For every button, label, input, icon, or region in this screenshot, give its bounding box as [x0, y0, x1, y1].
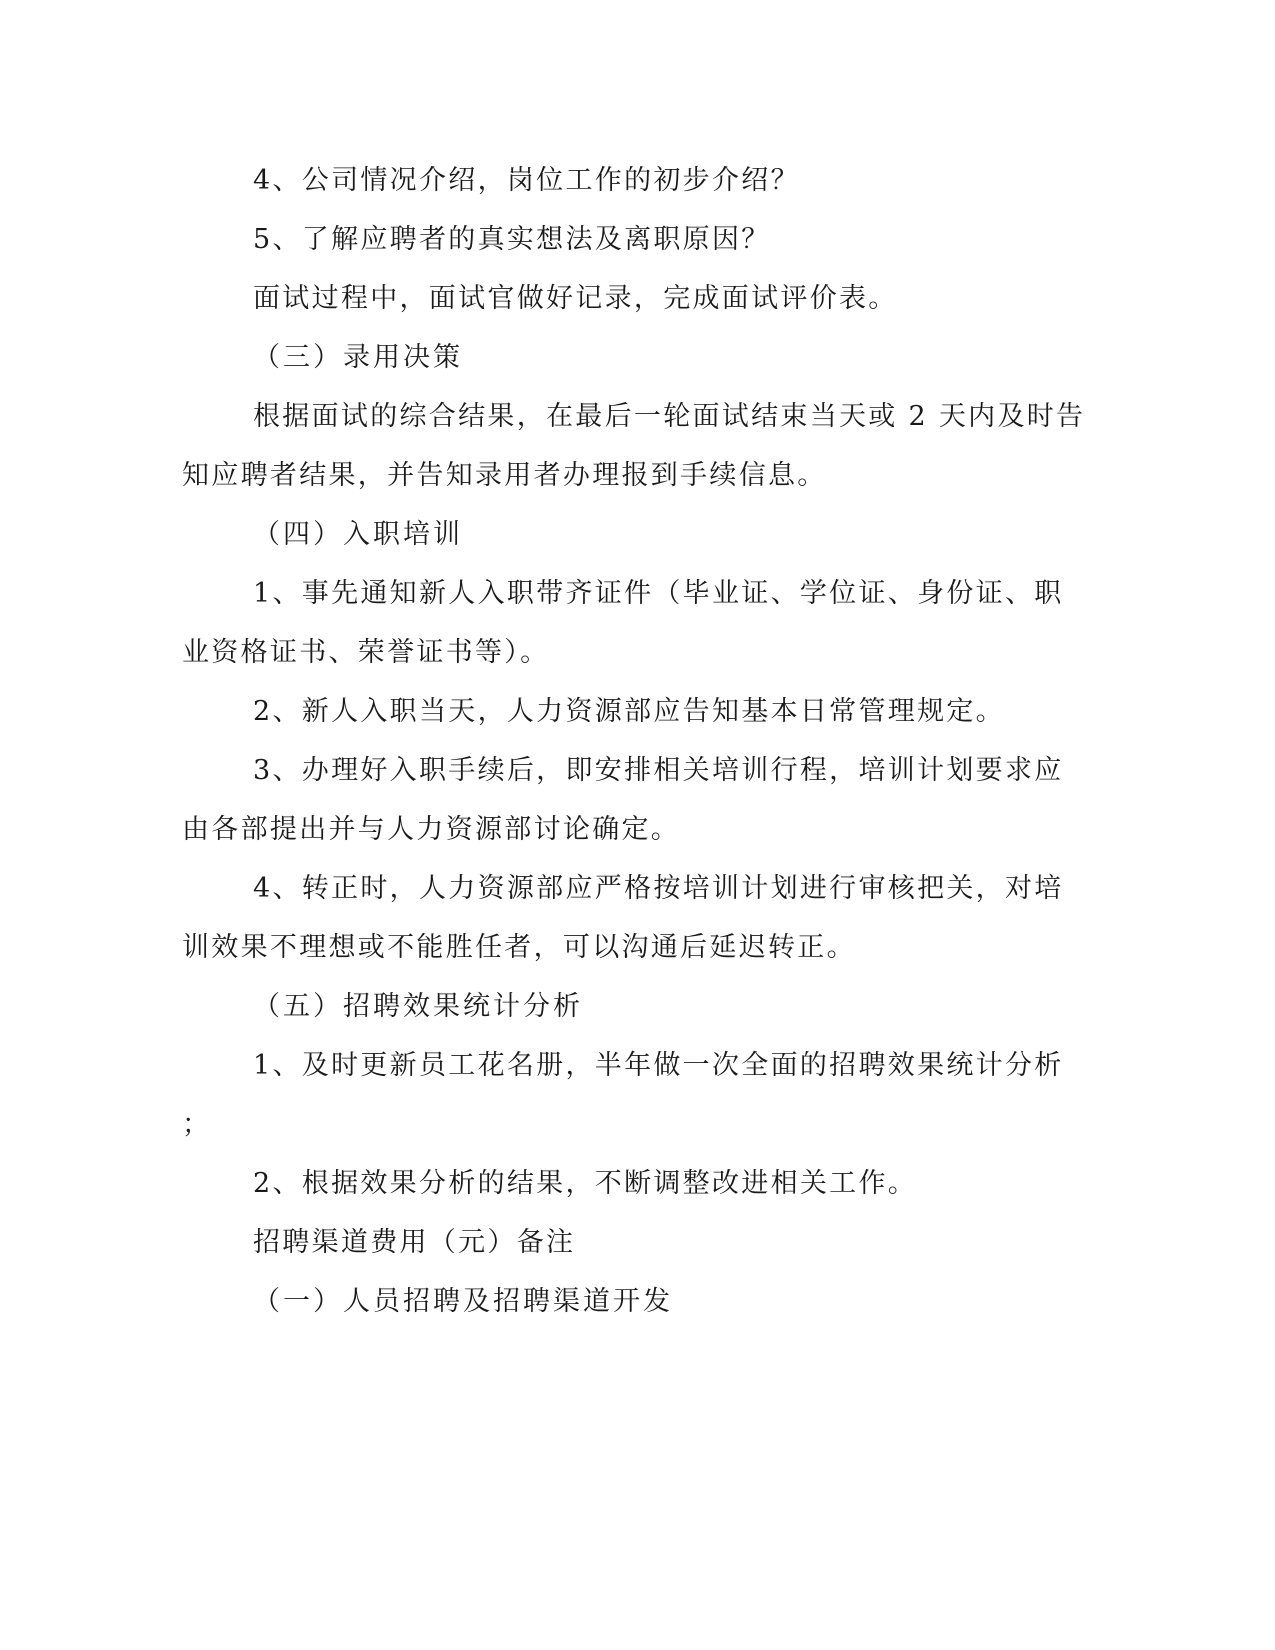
paragraph-line: 由各部提出并与人力资源部讨论确定。 — [182, 814, 681, 845]
paragraph-line: 训效果不理想或不能胜任者，可以沟通后延迟转正。 — [182, 932, 856, 963]
section-heading: （三）录用决策 — [253, 342, 463, 373]
paragraph-line: 3、办理好入职手续后，即安排相关培训行程，培训计划要求应 — [253, 755, 1064, 786]
section-heading: （四）入职培训 — [253, 519, 463, 550]
paragraph-line: 知应聘者结果，并告知录用者办理报到手续信息。 — [182, 460, 827, 491]
paragraph-line: ； — [182, 1109, 212, 1140]
paragraph-line: 招聘渠道费用（元）备注 — [253, 1227, 576, 1258]
section-heading: （一）人员招聘及招聘渠道开发 — [253, 1286, 673, 1317]
paragraph-line: 1、及时更新员工花名册，半年做一次全面的招聘效果统计分析 — [253, 1050, 1064, 1081]
paragraph-line: 4、公司情况介绍，岗位工作的初步介绍？ — [253, 165, 800, 196]
paragraph-line: 4、转正时，人力资源部应严格按培训计划进行审核把关，对培 — [253, 873, 1064, 904]
paragraph-line: 5、了解应聘者的真实想法及离职原因？ — [253, 224, 771, 255]
paragraph-line: 2、新人入职当天，人力资源部应告知基本日常管理规定。 — [253, 696, 1005, 727]
paragraph-line: 根据面试的综合结果，在最后一轮面试结束当天或 2 天内及时告 — [253, 401, 1086, 432]
paragraph-line: 1、事先通知新人入职带齐证件（毕业证、学位证、身份证、职 — [253, 578, 1064, 609]
paragraph-line: 业资格证书、荣誉证书等）。 — [182, 637, 550, 668]
paragraph-line: 面试过程中，面试官做好记录，完成面试评价表。 — [253, 283, 898, 314]
section-heading: （五）招聘效果统计分析 — [253, 991, 583, 1022]
paragraph-line: 2、根据效果分析的结果，不断调整改进相关工作。 — [253, 1168, 918, 1199]
